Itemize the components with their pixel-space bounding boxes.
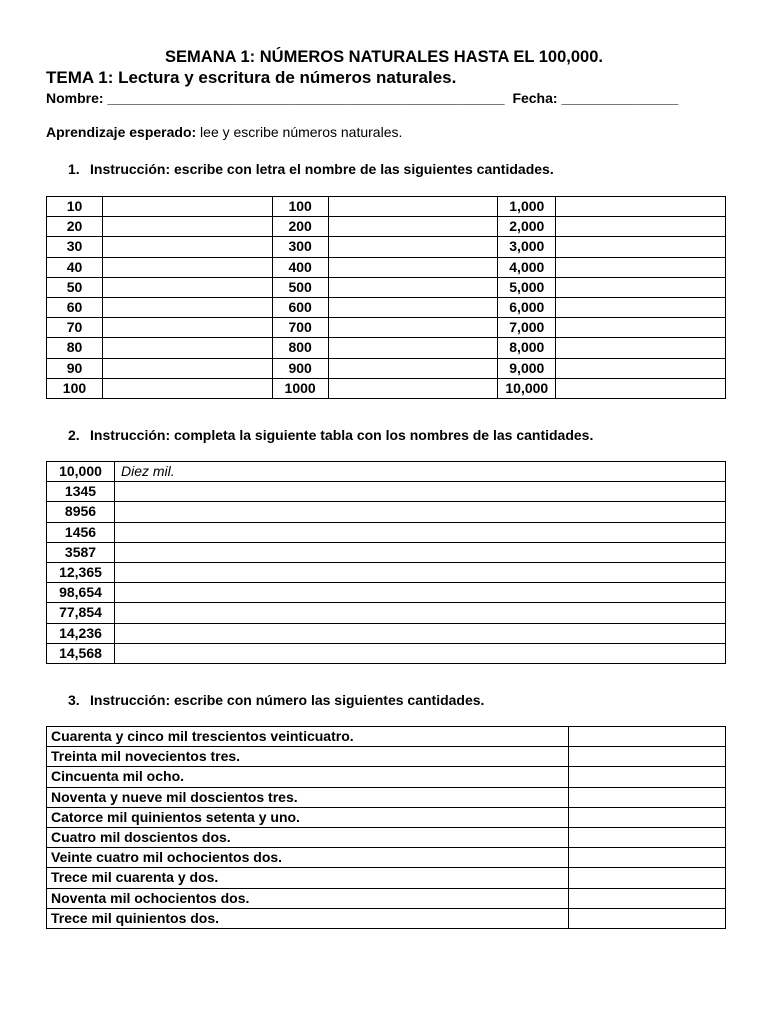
table-row	[47, 237, 726, 257]
table-row	[47, 868, 726, 888]
answer-cell[interactable]	[569, 848, 726, 868]
table-row	[47, 787, 726, 807]
answer-cell[interactable]	[115, 603, 726, 623]
quantity-cell: 100	[47, 378, 103, 398]
quantity-cell: 500	[272, 277, 328, 297]
answer-cell[interactable]	[556, 378, 726, 398]
answer-cell[interactable]	[556, 318, 726, 338]
quantity-cell: 3587	[47, 542, 115, 562]
quantity-cell: 70	[47, 318, 103, 338]
answer-cell[interactable]	[102, 257, 272, 277]
answer-cell[interactable]	[328, 358, 498, 378]
answer-cell[interactable]	[102, 277, 272, 297]
answer-cell[interactable]	[569, 807, 726, 827]
table-row	[47, 562, 726, 582]
answer-cell[interactable]	[115, 502, 726, 522]
instruction-number: 3.	[68, 692, 80, 708]
quantity-words-cell: Trece mil cuarenta y dos.	[47, 868, 569, 888]
quantity-words-cell: Veinte cuatro mil ochocientos dos.	[47, 848, 569, 868]
table-row	[47, 747, 726, 767]
answer-cell[interactable]	[102, 237, 272, 257]
quantity-cell: 1,000	[498, 197, 556, 217]
answer-cell[interactable]	[115, 562, 726, 582]
instruction-2	[68, 427, 593, 443]
answer-cell[interactable]	[115, 623, 726, 643]
quantity-cell: 1000	[272, 378, 328, 398]
table-row	[47, 643, 726, 663]
name-date-row	[46, 90, 726, 106]
table-row	[47, 462, 726, 482]
quantity-cell: 4,000	[498, 257, 556, 277]
answer-cell[interactable]	[328, 318, 498, 338]
quantity-cell: 1456	[47, 522, 115, 542]
table-row	[47, 358, 726, 378]
table-row	[47, 542, 726, 562]
table-row	[47, 338, 726, 358]
quantity-cell: 98,654	[47, 583, 115, 603]
quantity-cell: 10,000	[498, 378, 556, 398]
quantity-cell: 77,854	[47, 603, 115, 623]
quantity-cell: 14,568	[47, 643, 115, 663]
quantity-words-cell: Noventa mil ochocientos dos.	[47, 888, 569, 908]
quantity-cell: 600	[272, 297, 328, 317]
quantity-cell: 20	[47, 217, 103, 237]
table-row	[47, 848, 726, 868]
quantity-cell: 80	[47, 338, 103, 358]
learning-objective	[46, 124, 402, 140]
table-row	[47, 583, 726, 603]
answer-cell[interactable]	[556, 277, 726, 297]
quantity-cell: 9,000	[498, 358, 556, 378]
answer-cell[interactable]: Diez mil.	[115, 462, 726, 482]
table-row	[47, 318, 726, 338]
instruction-text: Instrucción: completa la siguiente tabla con los nombres de las cantidades.	[90, 427, 594, 443]
table-row	[47, 888, 726, 908]
table-row	[47, 908, 726, 928]
answer-cell[interactable]	[556, 338, 726, 358]
table-row	[47, 297, 726, 317]
quantity-cell: 900	[272, 358, 328, 378]
answer-cell[interactable]	[569, 908, 726, 928]
quantity-cell: 100	[272, 197, 328, 217]
answer-cell[interactable]	[328, 277, 498, 297]
answer-cell[interactable]	[328, 257, 498, 277]
quantity-cell: 12,365	[47, 562, 115, 582]
answer-cell[interactable]	[556, 217, 726, 237]
answer-cell[interactable]	[556, 237, 726, 257]
table-row	[47, 197, 726, 217]
words-to-numbers-table	[46, 726, 726, 929]
quantity-cell: 6,000	[498, 297, 556, 317]
quantity-cell: 300	[272, 237, 328, 257]
table-row	[47, 727, 726, 747]
answer-cell[interactable]	[556, 257, 726, 277]
answer-cell[interactable]	[569, 827, 726, 847]
date-field[interactable]: Fecha: _______________	[512, 90, 679, 106]
answer-cell[interactable]	[102, 338, 272, 358]
answer-cell[interactable]	[102, 217, 272, 237]
numbers-to-words-table	[46, 196, 726, 399]
table-row	[47, 482, 726, 502]
answer-cell[interactable]	[115, 583, 726, 603]
answer-cell[interactable]	[115, 482, 726, 502]
answer-cell[interactable]	[569, 727, 726, 747]
quantity-words-cell: Catorce mil quinientos setenta y uno.	[47, 807, 569, 827]
answer-cell[interactable]	[102, 297, 272, 317]
table-row	[47, 277, 726, 297]
quantity-words-cell: Cincuenta mil ocho.	[47, 767, 569, 787]
answer-cell[interactable]	[115, 542, 726, 562]
table-row	[47, 827, 726, 847]
answer-cell[interactable]	[115, 643, 726, 663]
quantity-cell: 10,000	[47, 462, 115, 482]
instruction-text: Instrucción: escribe con letra el nombre de las siguientes cantidades.	[90, 161, 554, 177]
number-names-table	[46, 461, 726, 664]
instruction-3	[68, 692, 484, 708]
table-row	[47, 257, 726, 277]
instruction-text: Instrucción: escribe con número las siguientes cantidades.	[90, 692, 485, 708]
quantity-cell: 40	[47, 257, 103, 277]
table-row	[47, 603, 726, 623]
answer-cell[interactable]	[102, 378, 272, 398]
quantity-words-cell: Treinta mil novecientos tres.	[47, 747, 569, 767]
page-title: SEMANA 1: NÚMEROS NATURALES HASTA EL 100,000.	[165, 48, 603, 66]
instruction-number: 2.	[68, 427, 80, 443]
answer-cell[interactable]	[328, 297, 498, 317]
quantity-cell: 800	[272, 338, 328, 358]
answer-cell[interactable]	[328, 217, 498, 237]
quantity-cell: 90	[47, 358, 103, 378]
answer-cell[interactable]	[569, 787, 726, 807]
quantity-cell: 400	[272, 257, 328, 277]
answer-cell[interactable]	[569, 747, 726, 767]
quantity-cell: 50	[47, 277, 103, 297]
quantity-words-cell: Cuatro mil doscientos dos.	[47, 827, 569, 847]
topic-title: TEMA 1: Lectura y escritura de números naturales.	[46, 68, 457, 87]
answer-cell[interactable]	[556, 358, 726, 378]
table-row	[47, 807, 726, 827]
instruction-1	[68, 161, 554, 177]
quantity-cell: 3,000	[498, 237, 556, 257]
quantity-words-cell: Trece mil quinientos dos.	[47, 908, 569, 928]
table-row	[47, 623, 726, 643]
quantity-cell: 700	[272, 318, 328, 338]
answer-cell[interactable]	[328, 378, 498, 398]
table-row	[47, 378, 726, 398]
answer-cell[interactable]	[556, 297, 726, 317]
quantity-cell: 200	[272, 217, 328, 237]
answer-cell[interactable]	[328, 338, 498, 358]
quantity-words-cell: Noventa y nueve mil doscientos tres.	[47, 787, 569, 807]
table-row	[47, 522, 726, 542]
answer-cell[interactable]	[569, 868, 726, 888]
answer-cell[interactable]	[569, 767, 726, 787]
quantity-cell: 7,000	[498, 318, 556, 338]
quantity-cell: 8,000	[498, 338, 556, 358]
instruction-number: 1.	[68, 161, 80, 177]
quantity-cell: 10	[47, 197, 103, 217]
answer-cell[interactable]	[328, 237, 498, 257]
table-row	[47, 502, 726, 522]
learning-objective-text: lee y escribe números naturales.	[196, 124, 403, 140]
answer-cell[interactable]	[556, 197, 726, 217]
name-field[interactable]: Nombre: ___________________________________________________	[46, 90, 505, 106]
quantity-cell: 2,000	[498, 217, 556, 237]
answer-cell[interactable]	[102, 197, 272, 217]
quantity-cell: 1345	[47, 482, 115, 502]
answer-cell[interactable]	[115, 522, 726, 542]
quantity-words-cell: Cuarenta y cinco mil trescientos veinticuatro.	[47, 727, 569, 747]
table-row	[47, 767, 726, 787]
answer-cell[interactable]	[102, 318, 272, 338]
table-row	[47, 217, 726, 237]
quantity-cell: 60	[47, 297, 103, 317]
answer-cell[interactable]	[328, 197, 498, 217]
answer-cell[interactable]	[102, 358, 272, 378]
quantity-cell: 30	[47, 237, 103, 257]
answer-cell[interactable]	[569, 888, 726, 908]
quantity-cell: 14,236	[47, 623, 115, 643]
learning-objective-label: Aprendizaje esperado:	[46, 124, 197, 140]
quantity-cell: 5,000	[498, 277, 556, 297]
quantity-cell: 8956	[47, 502, 115, 522]
